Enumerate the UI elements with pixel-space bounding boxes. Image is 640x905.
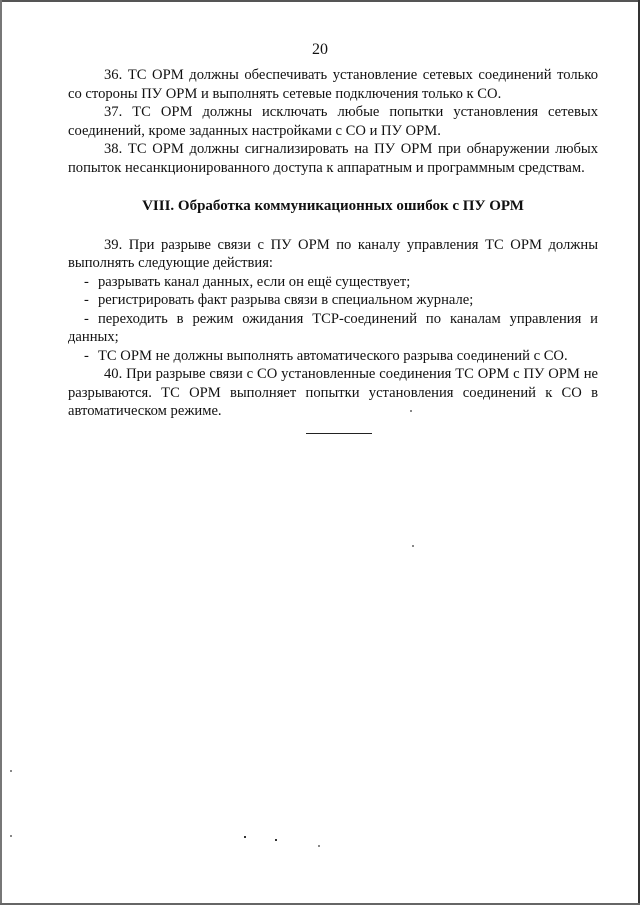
- list-item: [68, 291, 598, 310]
- scan-speck: [275, 839, 277, 841]
- list-item-text: переходить в режим ожидания TCP-соединений по каналам управления и данных;: [68, 310, 598, 345]
- paragraph-40: 40. При разрыве связи с СО установленные соединения ТС ОРМ с ПУ ОРМ не разрываются. ТС ОРМ выполняет попытки установления соединений к СО в автоматическом режиме.: [68, 366, 598, 419]
- scan-speck: [244, 836, 246, 838]
- list-item: [68, 310, 598, 347]
- paragraph-36: 36. ТС ОРМ должны обеспечивать установление сетевых соединений только со стороны ПУ ОРМ и выполнять сетевые подключения только к СО.: [68, 67, 598, 102]
- list-item-text: регистрировать факт разрыва связи в специальном журнале;: [98, 292, 474, 308]
- list-item-text: разрывать канал данных, если он ещё существует;: [98, 273, 411, 290]
- scan-speck: [318, 845, 320, 847]
- dash-marker: -: [84, 273, 89, 290]
- end-separator-line: [306, 433, 372, 434]
- section-heading: VIII. Обработка коммуникационных ошибок с ПУ ОРМ: [142, 198, 524, 214]
- paragraph-39: 39. При разрыве связи с ПУ ОРМ по каналу управления ТС ОРМ должны выполнять следующие действия:: [68, 236, 598, 271]
- dash-marker: -: [84, 310, 89, 327]
- document-body: [68, 66, 598, 421]
- scan-speck: [10, 770, 12, 772]
- dash-marker: -: [84, 292, 89, 308]
- list-item: [68, 273, 598, 292]
- list-item-text: ТС ОРМ не должны выполнять автоматического разрыва соединений с СО.: [98, 347, 568, 364]
- scan-speck: [410, 410, 412, 412]
- list-item: [68, 347, 598, 366]
- scan-speck: [10, 835, 12, 837]
- page-number: 20: [312, 41, 328, 58]
- scan-edge-left: [0, 0, 2, 905]
- paragraph-38: 38. ТС ОРМ должны сигнализировать на ПУ ОРМ при обнаружении любых попыток несанкционированного доступа к аппаратным и программным средствам.: [68, 141, 598, 176]
- paragraph-37: 37. ТС ОРМ должны исключать любые попытки установления сетевых соединений, кроме заданных настройками с СО и ПУ ОРМ.: [68, 104, 598, 139]
- scan-speck: [412, 545, 414, 547]
- scan-edge-top: [0, 0, 640, 2]
- dash-marker: -: [84, 347, 89, 364]
